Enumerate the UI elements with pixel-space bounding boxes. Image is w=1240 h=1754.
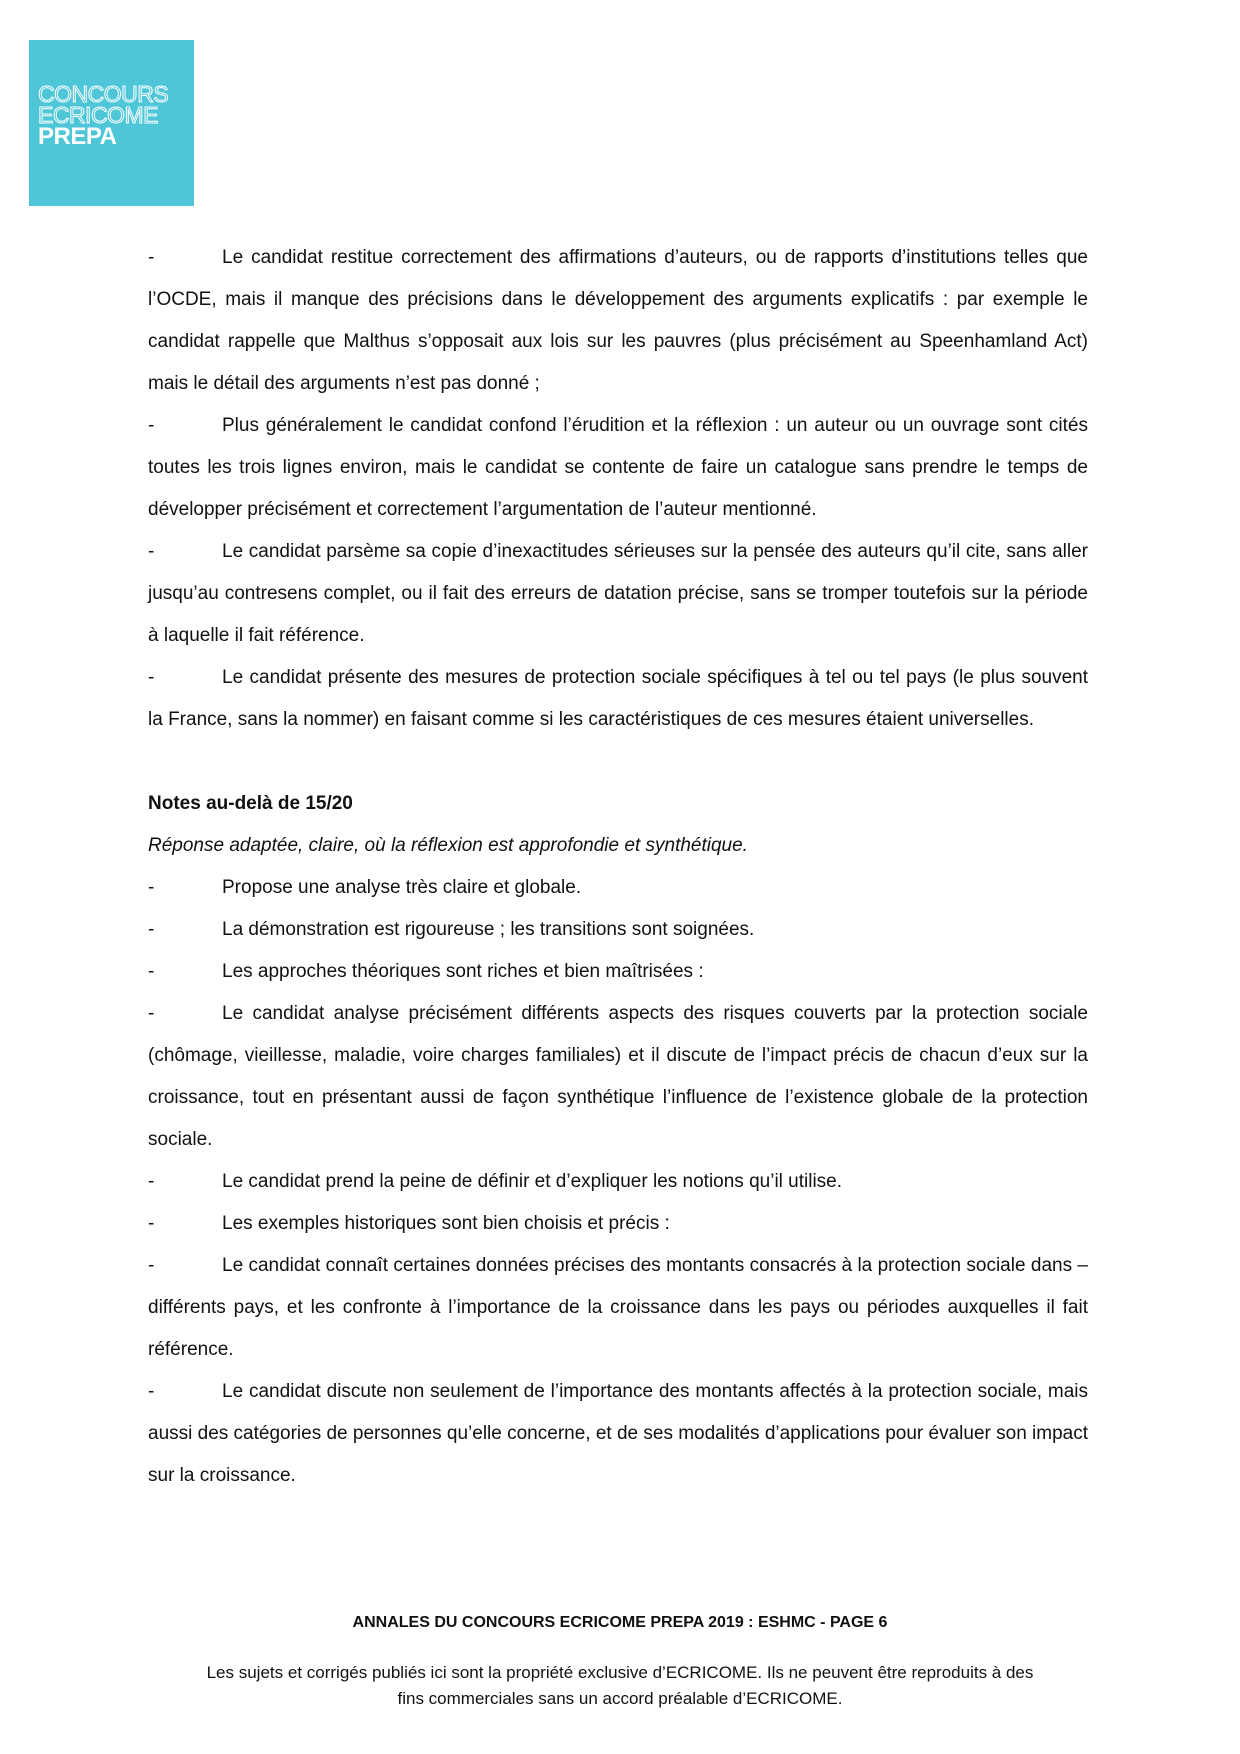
bullet-dash: - — [148, 1255, 155, 1276]
section-heading: Notes au-delà de 15/20 — [148, 793, 353, 814]
page-body — [148, 237, 1088, 1497]
list-item — [148, 1371, 1088, 1497]
list-item-text: Le candidat restitue correctement des affirmations d’auteurs, ou de rapports d’institutions telles que l’OCDE, mais il manque des précisions dans le développement des arguments explicatifs : par exemple le candidat rappelle que Malthus s’opposait aux lois sur les pauvres (plus précisément au Speenhamland Act) mais le détail des arguments n’est pas donné ; — [148, 247, 1088, 394]
logo-line-concours: CONCOURS — [38, 81, 169, 107]
list-item-text: Les approches théoriques sont riches et bien maîtrisées : — [222, 961, 704, 982]
logo-line-ecricome: ECRICOME — [38, 102, 158, 128]
criteria-list — [148, 867, 1088, 1497]
footer-note-line: fins commerciales sans un accord préalable d’ECRICOME. — [397, 1689, 843, 1708]
bullet-dash: - — [148, 1213, 155, 1234]
bullet-dash: - — [148, 415, 155, 436]
ecricome-logo — [29, 40, 194, 206]
bullet-dash: - — [148, 667, 155, 688]
bullet-dash: - — [148, 877, 155, 898]
list-item-text: Les exemples historiques sont bien choisis et précis : — [222, 1213, 670, 1234]
bullet-dash: - — [148, 247, 155, 268]
footer-title: ANNALES DU CONCOURS ECRICOME PREPA 2019 : ESHMC - PAGE 6 — [352, 1614, 888, 1631]
section-subheading: Réponse adaptée, claire, où la réflexion est approfondie et synthétique. — [148, 835, 748, 856]
list-item — [148, 657, 1088, 741]
list-item-text: Le candidat discute non seulement de l’importance des montants affectés à la protection sociale, mais aussi des catégories de personnes qu’elle concerne, et de ses modalités d’applications pour évaluer son impact sur la croissance. — [148, 1381, 1088, 1486]
intro-list — [148, 237, 1088, 741]
bullet-dash: - — [148, 541, 155, 562]
bullet-dash: - — [148, 919, 155, 940]
bullet-dash: - — [148, 1171, 155, 1192]
list-item — [148, 909, 1088, 951]
list-item — [148, 237, 1088, 405]
list-item — [148, 951, 1088, 993]
list-item-text: Plus généralement le candidat confond l’érudition et la réflexion : un auteur ou un ouvrage sont cités toutes les trois lignes environ, mais le candidat se contente de faire un catalogue sans prendre le temps de développer précisément et correctement l’argumentation de l’auteur mentionné. — [148, 415, 1088, 520]
list-item — [148, 1245, 1088, 1371]
list-item-text: Le candidat analyse précisément différents aspects des risques couverts par la protection sociale (chômage, vieillesse, maladie, voire charges familiales) et il discute de l’impact précis de chacun d’eux sur la croissance, tout en présentant aussi de façon synthétique l’influence de l’existence globale de la protection sociale. — [148, 1003, 1088, 1150]
list-item — [148, 405, 1088, 531]
list-item-text: La démonstration est rigoureuse ; les transitions sont soignées. — [222, 919, 755, 940]
list-item-text: Le candidat connaît certaines données précises des montants consacrés à la protection sociale dans – différents pays, et les confronte à l’importance de la croissance dans les pays ou périodes auxquelles il fait référence. — [148, 1255, 1088, 1360]
bullet-dash: - — [148, 961, 155, 982]
footer-note-line: Les sujets et corrigés publiés ici sont la propriété exclusive d’ECRICOME. Ils ne peuvent être reproduits à des — [206, 1663, 1034, 1682]
bullet-dash: - — [148, 1381, 155, 1402]
list-item — [148, 531, 1088, 657]
list-item — [148, 867, 1088, 909]
section-spacer — [148, 741, 1088, 783]
list-item-text: Le candidat parsème sa copie d’inexactitudes sérieuses sur la pensée des auteurs qu’il cite, sans aller jusqu’au contresens complet, ou il fait des erreurs de datation précise, sans se tromper toutefois sur la période à laquelle il fait référence. — [148, 541, 1088, 646]
list-item-text: Le candidat prend la peine de définir et d’expliquer les notions qu’il utilise. — [222, 1171, 843, 1192]
list-item — [148, 993, 1088, 1161]
bullet-dash: - — [148, 1003, 155, 1024]
list-item-text: Le candidat présente des mesures de protection sociale spécifiques à tel ou tel pays (le plus souvent la France, sans la nommer) en faisant comme si les caractéristiques de ces mesures étaient universelles. — [148, 667, 1088, 730]
footer-copyright-note — [0, 1660, 1240, 1712]
list-item — [148, 1203, 1088, 1245]
logo-line-prepa: PREPA — [38, 123, 117, 150]
list-item — [148, 1161, 1088, 1203]
list-item-text: Propose une analyse très claire et globale. — [222, 877, 582, 898]
